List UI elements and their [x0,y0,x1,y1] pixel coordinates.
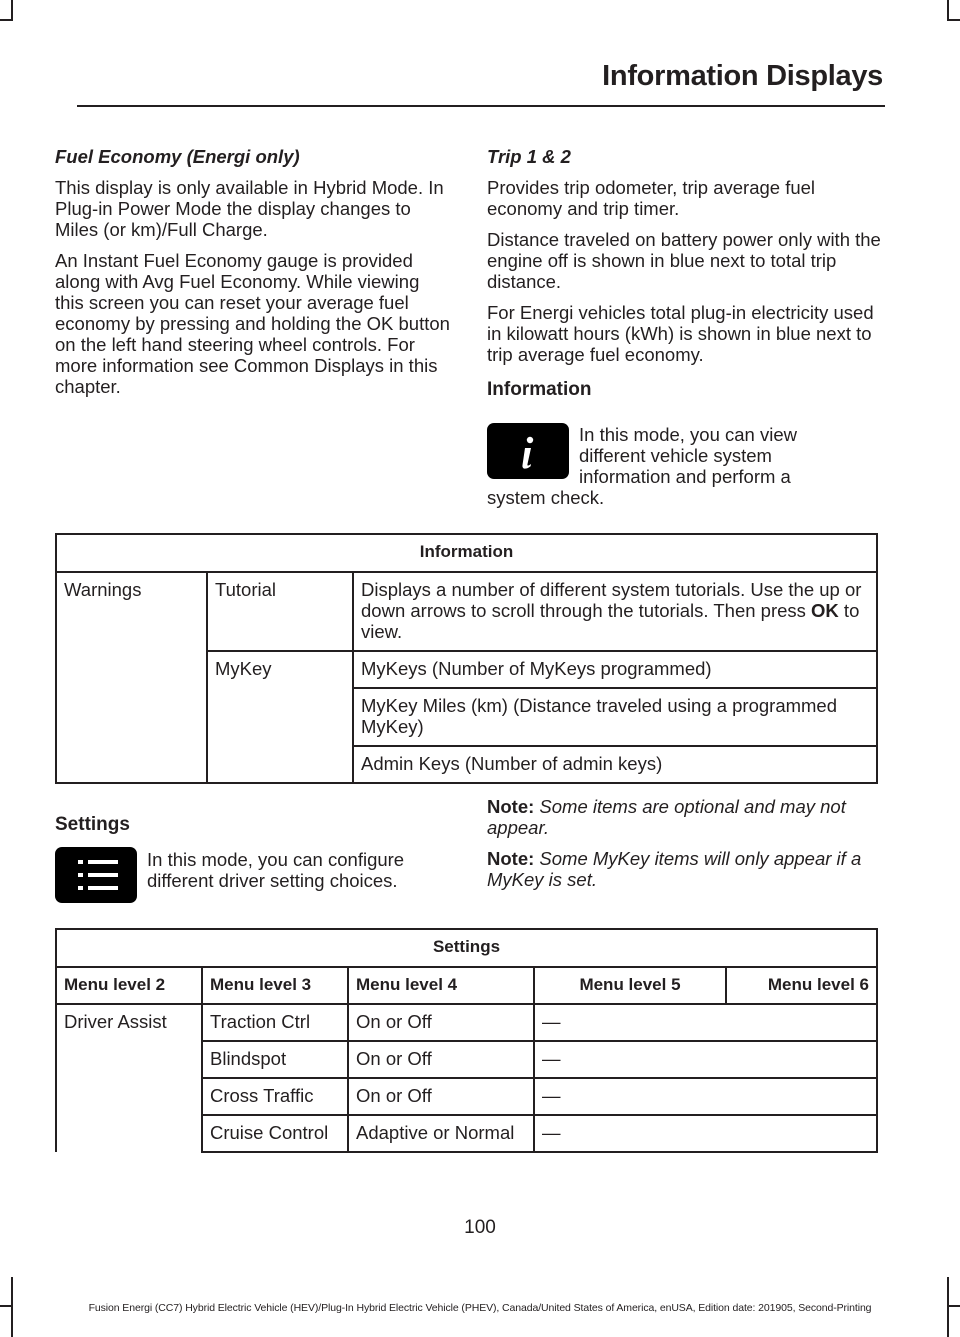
information-description [579,424,879,487]
table-cell: — [534,1078,877,1115]
table-row [56,1004,877,1041]
table-cell: Admin Keys (Number of admin keys) [353,746,877,783]
table-cell: — [534,1004,877,1041]
table-cell: On or Off [348,1004,534,1041]
table-caption: Settings [56,929,877,967]
column-header: Menu level 5 [534,967,726,1004]
notes [487,796,882,900]
table-cell-tutorial-description: Displays a number of different system tutorials. Use the up or down arrows to scroll through the tutorials. Then press OK to view. [353,572,877,651]
section-heading-trip: Trip 1 & 2 [487,146,571,167]
page-number: 100 [464,1217,496,1238]
text-line: system check. [487,487,605,508]
information-i-icon [487,423,569,479]
crop-mark [947,0,949,20]
section-heading-fuel-economy: Fuel Economy (Energi only) [55,146,300,167]
table-cell: Cruise Control [202,1115,348,1152]
section-heading-settings: Settings [55,814,130,835]
text-line: In this mode, you can view [579,424,797,445]
settings-table [55,928,878,1153]
table-cell: Adaptive or Normal [348,1115,534,1152]
header-rule [77,105,885,107]
crop-mark [0,19,13,21]
table-cell: MyKeys (Number of MyKeys programmed) [353,651,877,688]
note: Note: Some items are optional and may not appear. [487,796,846,838]
paragraph: This display is only available in Hybrid Mode. In Plug-in Power Mode the display changes to Miles (or km)/Full Charge. [55,177,444,240]
table-cell: On or Off [348,1041,534,1078]
table-row [56,572,877,651]
section-heading-information: Information [487,379,592,400]
table-cell: On or Off [348,1078,534,1115]
note: Note: Some MyKey items will only appear if a MyKey is set. [487,848,862,890]
table-cell: MyKey Miles (km) (Distance traveled using a programmed MyKey) [353,688,877,746]
table-header-row [56,967,877,1004]
table-cell: — [534,1041,877,1078]
crop-mark [947,19,960,21]
paragraph: Provides trip odometer, trip average fuel economy and trip timer. [487,177,816,219]
column-header: Menu level 2 [56,967,202,1004]
table-caption: Information [56,534,877,572]
footer-text: Fusion Energi (CC7) Hybrid Electric Vehicle (HEV)/Plug-In Hybrid Electric Vehicle (PHEV), Canada/United States of America, enUSA, Edition date: 201905, Second-Printing [88,1302,872,1314]
column-header: Menu level 6 [726,967,877,1004]
table-cell: Traction Ctrl [202,1004,348,1041]
crop-mark [11,0,13,20]
settings-description [147,849,447,901]
table-cell-warnings: Warnings [56,572,207,783]
settings-heading-block [55,814,435,845]
table-cell-driver-assist: Driver Assist [56,1004,202,1152]
paragraph: In this mode, you can configure different driver setting choices. [147,849,405,891]
information-description-end [487,487,882,508]
table-cell-mykey: MyKey [207,651,353,783]
right-column [487,146,882,410]
paragraph: An Instant Fuel Economy gauge is provided along with Avg Fuel Economy. While viewing this screen you can reset your average fuel economy by pressing and holding the OK button on the left hand steering wheel controls. For more information see Common Displays in this chapter. [55,250,450,397]
column-header: Menu level 3 [202,967,348,1004]
table-cell: Cross Traffic [202,1078,348,1115]
text-line: information and perform a [579,466,791,487]
page-title: Information Displays [602,60,883,92]
column-header: Menu level 4 [348,967,534,1004]
text-line: different vehicle system [579,445,772,466]
left-column [55,146,450,407]
settings-list-icon [55,847,137,903]
table-cell: Blindspot [202,1041,348,1078]
information-table [55,533,878,784]
table-cell: — [534,1115,877,1152]
paragraph: For Energi vehicles total plug-in electricity used in kilowatt hours (kWh) is shown in blue next to trip average fuel economy. [487,302,874,365]
paragraph: Distance traveled on battery power only with the engine off is shown in blue next to total trip distance. [487,229,881,292]
table-cell-tutorial: Tutorial [207,572,353,651]
